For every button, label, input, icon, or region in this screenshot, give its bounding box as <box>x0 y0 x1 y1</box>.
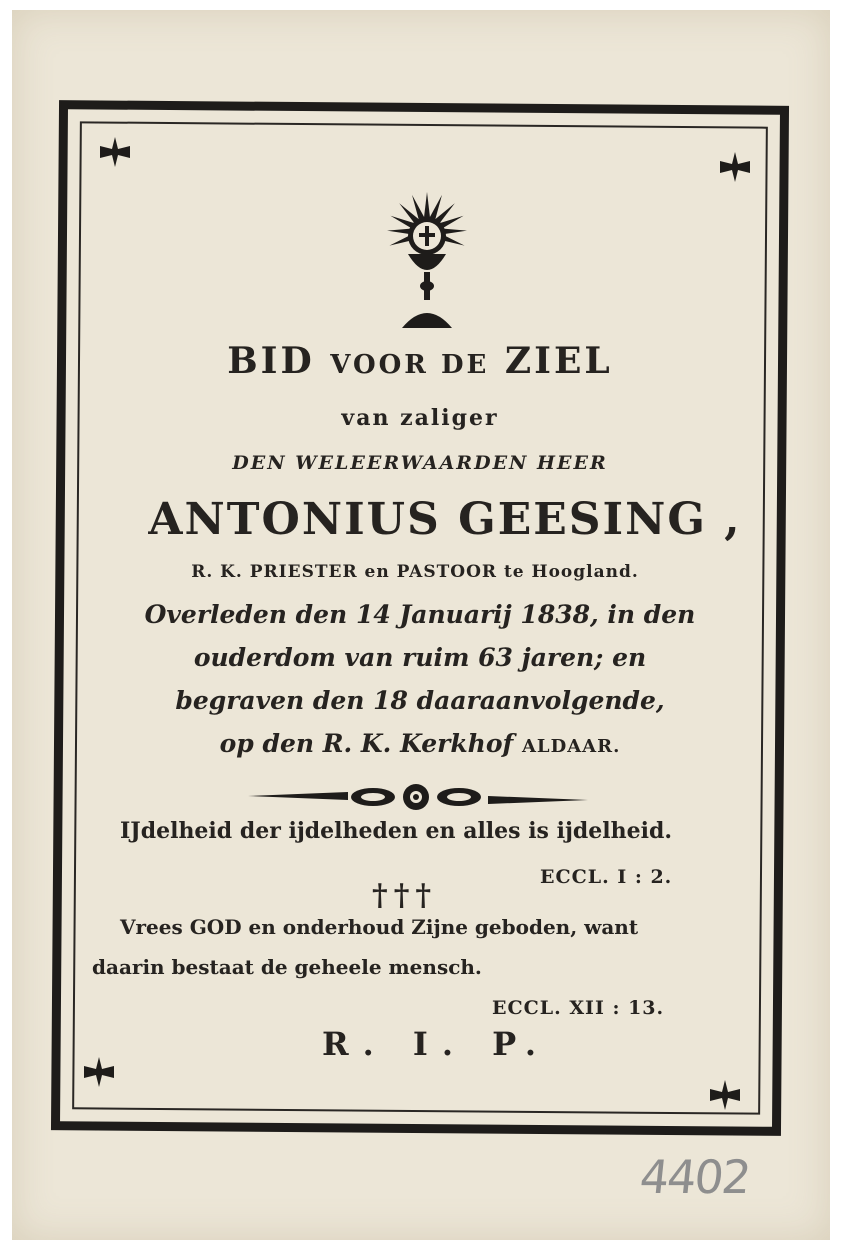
title-line: DEN WELEERWAARDEN HEER <box>232 452 608 474</box>
burial-place-main: op den R. K. Kerkhof <box>219 729 522 758</box>
burial-place-line <box>70 729 770 758</box>
heading-bid: BID <box>227 340 315 382</box>
van-zaliger-line: van zaliger <box>341 405 499 431</box>
heading-bid-voor-de-ziel <box>70 340 770 382</box>
position-line: R. K. PRIESTER en PASTOOR te Hoogland. <box>191 562 639 582</box>
maltese-cross-icon <box>82 1055 116 1089</box>
quote-ref-2: ECCL. XII : 13. <box>492 997 665 1019</box>
deceased-name: ANTONIUS GEESING , <box>148 494 742 545</box>
rip-closing: R. I. P. <box>322 1025 551 1063</box>
maltese-cross-icon <box>98 135 132 169</box>
quote-ecclesiastes-12-line-2: daarin bestaat de geheele mensch. <box>92 955 482 979</box>
heading-voor-de: VOOR DE <box>330 350 490 380</box>
quote-ref-1: ECCL. I : 2. <box>540 866 673 888</box>
three-crosses: ††† <box>372 878 438 913</box>
burial-date-line: begraven den 18 daaraanvolgende, <box>175 686 665 715</box>
quote-ecclesiastes-12-line-1: Vrees GOD en onderhoud Zijne geboden, want <box>120 915 639 939</box>
burial-place-small: ALDAAR. <box>521 736 621 757</box>
maltese-cross-icon <box>708 1078 742 1112</box>
ostensorium-icon <box>372 186 482 336</box>
death-date-line: Overleden den 14 Januarij 1838, in den <box>144 600 696 629</box>
age-line: ouderdom van ruim 63 jaren; en <box>193 643 647 672</box>
scroll-ornament-icon <box>248 780 588 814</box>
catalog-number: 4402 <box>637 1150 752 1204</box>
maltese-cross-icon <box>718 150 752 184</box>
heading-ziel: ZIEL <box>504 340 613 382</box>
quote-ecclesiastes-1: IJdelheid der ijdelheden en alles is ijdelheid. <box>120 818 673 844</box>
